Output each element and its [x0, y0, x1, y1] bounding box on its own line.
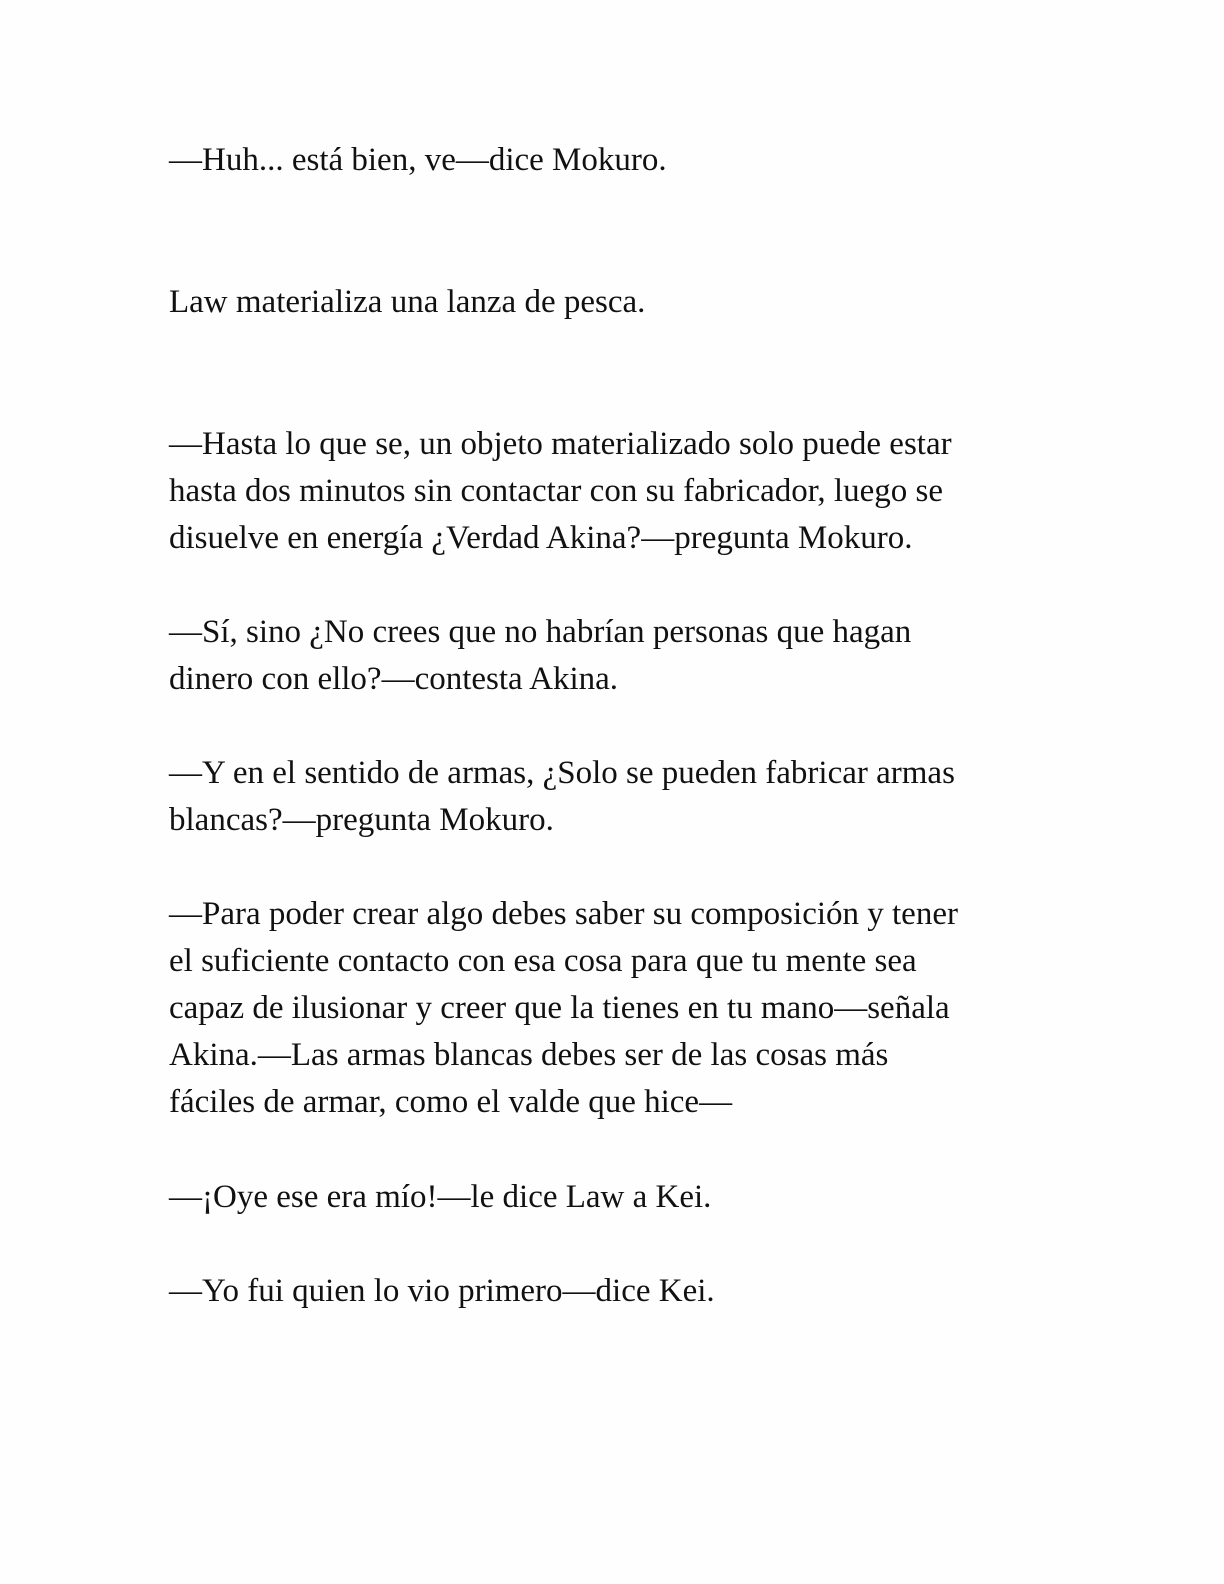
- text-line: —Huh... está bien, ve—dice Mokuro.: [169, 142, 667, 178]
- text-line: Law materializa una lanza de pesca.: [169, 284, 646, 320]
- text-line: dinero con ello?—contesta Akina.: [169, 661, 619, 697]
- paragraph-dialogue-law-to-kei: [169, 1174, 1049, 1221]
- paragraph-dialogue-akina-answer: [169, 609, 1049, 703]
- text-line: —Y en el sentido de armas, ¿Solo se pueden fabricar armas: [169, 755, 955, 791]
- paragraph-dialogue-akina-explanation: [169, 891, 1049, 1126]
- text-line: —Yo fui quien lo vio primero—dice Kei.: [169, 1273, 715, 1309]
- text-line: capaz de ilusionar y creer que la tienes en tu mano—señala: [169, 990, 950, 1026]
- text-line: hasta dos minutos sin contactar con su fabricador, luego se: [169, 473, 943, 509]
- paragraph-dialogue-mokuro-weapons: [169, 750, 1049, 844]
- text-line: el suficiente contacto con esa cosa para que tu mente sea: [169, 943, 917, 979]
- text-line: blancas?—pregunta Mokuro.: [169, 802, 554, 838]
- paragraph-dialogue-kei-reply: [169, 1268, 1049, 1315]
- text-line: fáciles de armar, como el valde que hice—: [169, 1084, 733, 1120]
- text-line: —Para poder crear algo debes saber su composición y tener: [169, 896, 958, 932]
- text-line: Akina.—Las armas blancas debes ser de las cosas más: [169, 1037, 889, 1073]
- text-line: —Sí, sino ¿No crees que no habrían personas que hagan: [169, 614, 912, 650]
- text-line: disuelve en energía ¿Verdad Akina?—pregunta Mokuro.: [169, 520, 913, 556]
- text-line: —Hasta lo que se, un objeto materializado solo puede estar: [169, 426, 952, 462]
- text-line: —¡Oye ese era mío!—le dice Law a Kei.: [169, 1179, 712, 1215]
- paragraph-dialogue-mokuro-question: [169, 421, 1049, 562]
- paragraph-dialogue-mokuro-huh: [169, 137, 1049, 184]
- paragraph-narration-law-lance: [169, 279, 1049, 326]
